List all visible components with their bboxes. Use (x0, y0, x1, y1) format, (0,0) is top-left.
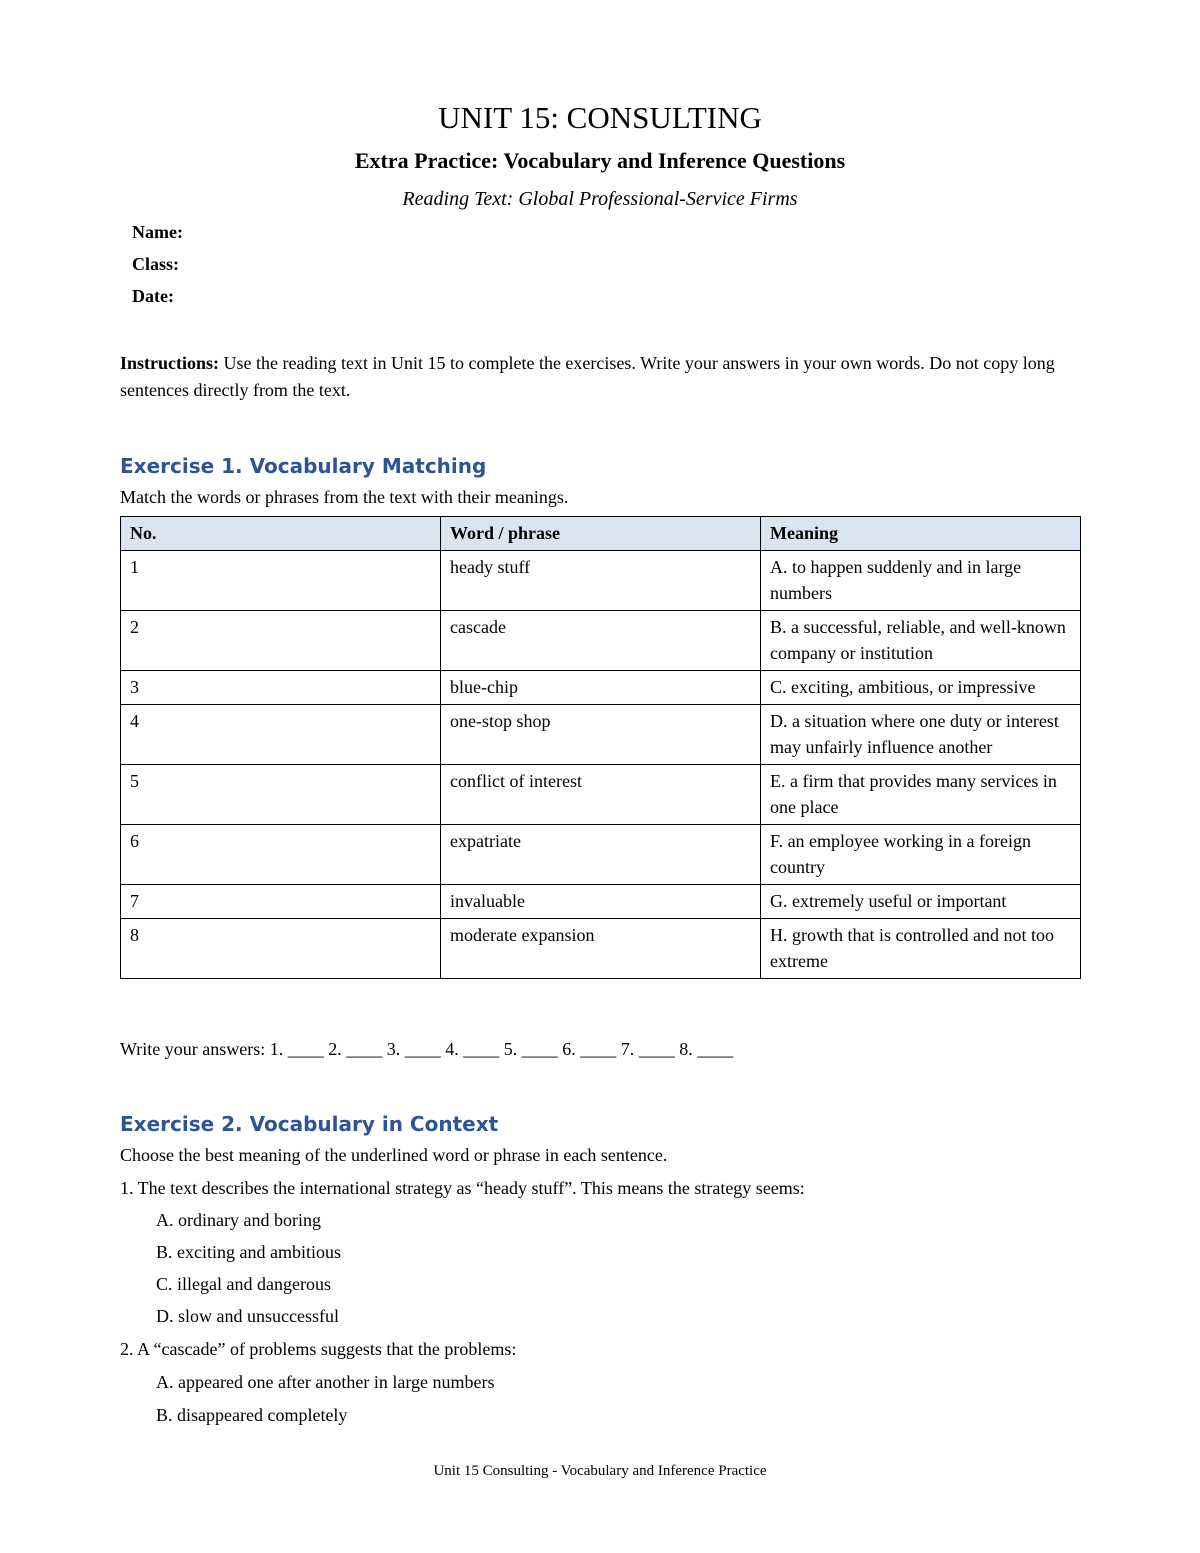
page-title: UNIT 15: CONSULTING (438, 100, 762, 135)
question-2-option-b: B. disappeared completely (156, 1405, 348, 1425)
row-number: 4 (121, 705, 441, 765)
table-row (121, 765, 1081, 825)
table-row (121, 825, 1081, 885)
row-word: invaluable (441, 885, 761, 919)
exercise1-heading: Exercise 1. Vocabulary Matching (120, 454, 487, 478)
row-word: cascade (441, 611, 761, 671)
row-meaning: A. to happen suddenly and in large numbers (761, 551, 1081, 611)
instructions-label: Instructions: (120, 353, 220, 373)
table-row (121, 705, 1081, 765)
table-header-row (121, 517, 1081, 551)
row-number: 8 (121, 919, 441, 979)
row-number: 3 (121, 671, 441, 705)
question-2: 2. A “cascade” of problems suggests that the problems: (120, 1339, 517, 1359)
row-word: blue-chip (441, 671, 761, 705)
column-header-meaning: Meaning (761, 517, 1081, 551)
row-number: 5 (121, 765, 441, 825)
exercise1-prompt: Match the words or phrases from the text with their meanings. (120, 487, 569, 507)
table-row (121, 551, 1081, 611)
row-word: expatriate (441, 825, 761, 885)
row-word: one-stop shop (441, 705, 761, 765)
row-word: heady stuff (441, 551, 761, 611)
class-field-label: Class: (132, 254, 180, 274)
row-meaning: E. a firm that provides many services in one place (761, 765, 1081, 825)
reading-text-label: Reading Text: Global Professional-Service Firms (402, 188, 798, 210)
table-row (121, 611, 1081, 671)
vocabulary-table (120, 516, 1081, 979)
question-1: 1. The text describes the international strategy as “heady stuff”. This means the strategy seems: (120, 1178, 805, 1198)
exercise2-prompt: Choose the best meaning of the underlined word or phrase in each sentence. (120, 1145, 668, 1165)
page-footer: Unit 15 Consulting - Vocabulary and Inference Practice (433, 1463, 767, 1479)
page-subtitle: Extra Practice: Vocabulary and Inference Questions (354, 148, 846, 173)
row-word: conflict of interest (441, 765, 761, 825)
column-header-word: Word / phrase (441, 517, 761, 551)
row-number: 6 (121, 825, 441, 885)
row-meaning: H. growth that is controlled and not too extreme (761, 919, 1081, 979)
question-1-option-b: B. exciting and ambitious (156, 1242, 341, 1262)
table-row (121, 885, 1081, 919)
date-field-label: Date: (132, 286, 174, 306)
question-1-option-d: D. slow and unsuccessful (156, 1306, 339, 1326)
name-field-label: Name: (132, 222, 183, 242)
row-meaning: C. exciting, ambitious, or impressive (761, 671, 1081, 705)
row-number: 7 (121, 885, 441, 919)
instructions (120, 350, 1080, 404)
column-header-no: No. (121, 517, 441, 551)
row-meaning: G. extremely useful or important (761, 885, 1081, 919)
row-meaning: F. an employee working in a foreign country (761, 825, 1081, 885)
question-1-option-a: A. ordinary and boring (156, 1210, 321, 1230)
question-2-option-a: A. appeared one after another in large numbers (156, 1372, 495, 1392)
question-1-option-c: C. illegal and dangerous (156, 1274, 331, 1294)
row-meaning: D. a situation where one duty or interest may unfairly influence another (761, 705, 1081, 765)
table-row (121, 919, 1081, 979)
table-row (121, 671, 1081, 705)
row-number: 2 (121, 611, 441, 671)
row-meaning: B. a successful, reliable, and well-known company or institution (761, 611, 1081, 671)
answers-line: Write your answers: 1. ____ 2. ____ 3. ____ 4. ____ 5. ____ 6. ____ 7. ____ 8. ____ (120, 1039, 734, 1059)
exercise2-heading: Exercise 2. Vocabulary in Context (120, 1112, 499, 1136)
instructions-text: Use the reading text in Unit 15 to complete the exercises. Write your answers in your own words. Do not copy long sentences directly from the text. (120, 353, 1055, 400)
row-word: moderate expansion (441, 919, 761, 979)
row-number: 1 (121, 551, 441, 611)
